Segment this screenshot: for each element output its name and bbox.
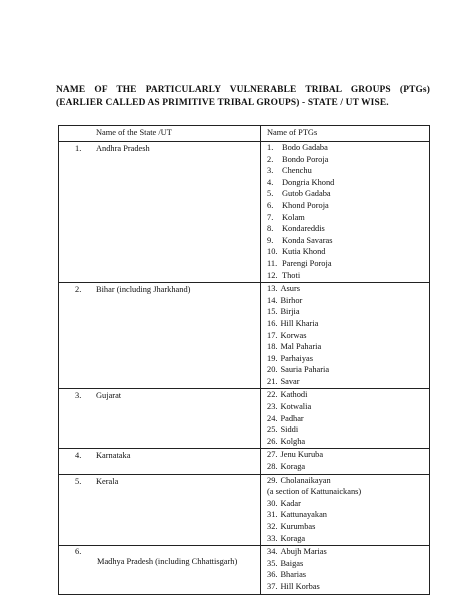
ptg-name: Bharias bbox=[280, 570, 307, 580]
ptg-number: 31. bbox=[267, 510, 278, 520]
ptg-list-item bbox=[267, 461, 429, 473]
table-row bbox=[59, 142, 430, 283]
ptg-list-item bbox=[267, 521, 429, 533]
state-cell bbox=[59, 546, 261, 594]
ptg-list-item bbox=[267, 142, 429, 154]
ptg-name: Savar bbox=[280, 376, 300, 386]
ptg-number: 15. bbox=[267, 307, 278, 317]
ptg-number: 1. bbox=[267, 143, 274, 152]
table-row bbox=[59, 283, 430, 389]
ptg-number: 3. bbox=[267, 166, 274, 176]
ptg-list-cell bbox=[261, 474, 430, 546]
state-name: Karnataka bbox=[96, 451, 131, 461]
ptg-number: 6. bbox=[267, 200, 274, 210]
table-row bbox=[59, 449, 430, 474]
ptg-list-item bbox=[267, 533, 429, 545]
ptg-list-item bbox=[267, 364, 429, 376]
ptg-name: Birhor bbox=[280, 295, 303, 305]
ptg-name: Parengi Poroja bbox=[282, 258, 332, 268]
state-number: 1. bbox=[75, 144, 82, 153]
state-cell bbox=[59, 474, 261, 546]
ptg-name: Kattunayakan bbox=[280, 510, 327, 520]
ptg-name: Konda Savaras bbox=[282, 235, 333, 245]
state-cell bbox=[59, 449, 261, 474]
ptg-name: Kondareddis bbox=[282, 224, 325, 234]
ptg-name: Kadar bbox=[280, 498, 301, 508]
ptg-name: Kathodi bbox=[280, 390, 308, 400]
ptg-list-item bbox=[267, 389, 429, 401]
ptg-number: 21. bbox=[267, 376, 278, 386]
ptg-number: 11. bbox=[267, 258, 278, 268]
ptg-list-item bbox=[267, 246, 429, 258]
ptg-name: Asurs bbox=[280, 284, 301, 294]
ptg-name: Dongria Khond bbox=[282, 177, 335, 187]
ptg-number: 7. bbox=[267, 212, 274, 222]
ptg-list-item bbox=[267, 212, 429, 224]
ptg-number: 28. bbox=[267, 462, 278, 472]
ptg-name: Kotwalia bbox=[280, 402, 312, 412]
ptg-name: Hill Kharia bbox=[280, 318, 319, 328]
ptg-name: Sauria Paharia bbox=[280, 365, 330, 375]
ptg-list-item bbox=[267, 581, 429, 593]
ptg-list-item bbox=[267, 413, 429, 425]
ptg-name: Baigas bbox=[280, 558, 304, 568]
ptg-name: Abujh Marias bbox=[280, 547, 327, 557]
ptg-list-item bbox=[267, 498, 429, 510]
ptg-list-item bbox=[267, 165, 429, 177]
ptg-list-cell bbox=[261, 142, 430, 283]
state-number: 6. bbox=[75, 547, 82, 557]
ptg-list-item bbox=[267, 449, 429, 461]
ptg-number: 24. bbox=[267, 413, 278, 423]
state-cell bbox=[59, 283, 261, 389]
ptg-name: Gutob Gadaba bbox=[282, 189, 331, 199]
ptg-list-item bbox=[267, 330, 429, 342]
state-cell bbox=[59, 389, 261, 449]
ptg-list-cell bbox=[261, 283, 430, 389]
ptg-list-item bbox=[267, 475, 429, 487]
header-ptgs: Name of PTGs bbox=[261, 126, 430, 142]
ptg-name: Bondo Poroja bbox=[282, 154, 329, 164]
ptg-list-item bbox=[267, 270, 429, 282]
ptg-name: Kutia Khond bbox=[282, 247, 326, 257]
ptg-name: Birjia bbox=[280, 307, 300, 317]
ptg-number: 10. bbox=[267, 247, 278, 257]
ptg-number: 32. bbox=[267, 522, 278, 531]
ptg-number: 33. bbox=[267, 533, 278, 543]
ptg-number: 23. bbox=[267, 402, 278, 412]
header-state: Name of the State /UT bbox=[59, 126, 261, 142]
ptg-number: 20. bbox=[267, 365, 278, 375]
ptg-list-item bbox=[267, 177, 429, 189]
ptg-list-item bbox=[267, 436, 429, 448]
ptg-list-item bbox=[267, 558, 429, 570]
state-name: Andhra Pradesh bbox=[96, 144, 150, 153]
ptg-name: Mal Paharia bbox=[280, 342, 322, 352]
heading-line-2: (EARLIER CALLED AS PRIMITIVE TRIBAL GROUPS) - STATE / UT WISE. bbox=[56, 98, 389, 108]
ptg-name: Hill Korbas bbox=[280, 581, 320, 591]
ptg-name: Siddi bbox=[280, 425, 299, 435]
ptg-number: 8. bbox=[267, 224, 274, 234]
ptg-name: Jenu Kuruba bbox=[280, 450, 324, 460]
table-body bbox=[59, 142, 430, 595]
ptg-name: Thoti bbox=[282, 270, 301, 280]
ptg-list-item bbox=[267, 353, 429, 365]
state-number: 2. bbox=[75, 285, 82, 295]
ptg-number: 2. bbox=[267, 154, 274, 164]
ptg-number: 4. bbox=[267, 177, 274, 187]
ptg-number: 16. bbox=[267, 318, 278, 328]
state-name: Gujarat bbox=[96, 391, 122, 401]
state-name: Madhya Pradesh (including Chhattisgarh) bbox=[97, 556, 238, 566]
ptg-list-item bbox=[267, 306, 429, 318]
ptg-number: 5. bbox=[267, 189, 274, 199]
ptg-list-item bbox=[267, 569, 429, 581]
table-header-row bbox=[59, 126, 430, 142]
ptg-name: Koraga bbox=[280, 533, 306, 543]
ptg-list-cell bbox=[261, 389, 430, 449]
ptg-name: Korwas bbox=[280, 330, 307, 340]
ptg-name: Chenchu bbox=[282, 166, 312, 176]
ptg-name: Bodo Gadaba bbox=[282, 143, 328, 152]
ptg-list-item bbox=[267, 509, 429, 521]
ptg-number: 37. bbox=[267, 581, 278, 591]
state-number: 5. bbox=[75, 476, 82, 486]
ptg-name: Kolgha bbox=[280, 436, 306, 446]
ptg-number: 29. bbox=[267, 475, 278, 485]
ptg-number: 35. bbox=[267, 558, 278, 568]
table-row bbox=[59, 546, 430, 594]
ptg-list-item bbox=[267, 223, 429, 235]
ptg-list-item bbox=[267, 424, 429, 436]
ptg-list-item bbox=[267, 235, 429, 247]
heading-line-1: NAME OF THE PARTICULARLY VULNERABLE TRIBAL GROUPS (PTGs) bbox=[56, 85, 430, 95]
ptg-list-item bbox=[267, 376, 429, 388]
state-number: 4. bbox=[75, 451, 82, 461]
ptg-list-item bbox=[267, 401, 429, 413]
ptg-list-cell bbox=[261, 449, 430, 474]
ptg-number: 14. bbox=[267, 295, 278, 305]
ptg-number: 13. bbox=[267, 284, 278, 294]
ptg-name: Koraga bbox=[280, 462, 306, 472]
ptg-name: (a section of Kattunaickans) bbox=[267, 487, 362, 497]
ptg-name: Padhar bbox=[280, 413, 304, 423]
ptg-number: 12. bbox=[267, 270, 278, 280]
ptg-list-item bbox=[267, 318, 429, 330]
state-name: Kerala bbox=[96, 476, 119, 486]
ptg-number: 26. bbox=[267, 436, 278, 446]
ptg-name: Cholanaikayan bbox=[280, 475, 331, 485]
ptg-list-item bbox=[267, 258, 429, 270]
ptg-list-cell bbox=[261, 546, 430, 594]
ptg-name: Khond Poroja bbox=[282, 200, 329, 210]
ptg-number: 17. bbox=[267, 330, 278, 340]
ptg-name: Kurumbas bbox=[280, 522, 316, 531]
ptg-list-item bbox=[267, 188, 429, 200]
ptg-number: 18. bbox=[267, 342, 278, 352]
ptg-number: 25. bbox=[267, 425, 278, 435]
ptg-number: 30. bbox=[267, 498, 278, 508]
ptg-number: 19. bbox=[267, 353, 278, 363]
table-row bbox=[59, 474, 430, 546]
ptg-list-item bbox=[267, 154, 429, 166]
ptg-list-item bbox=[267, 341, 429, 353]
document-heading bbox=[56, 84, 430, 110]
ptg-list-item bbox=[267, 295, 429, 307]
ptg-list-item bbox=[267, 486, 429, 498]
ptg-number: 27. bbox=[267, 450, 278, 460]
state-name: Bihar (including Jharkhand) bbox=[96, 285, 191, 295]
state-number: 3. bbox=[75, 391, 82, 401]
ptg-name: Kolam bbox=[282, 212, 305, 222]
ptg-list-item bbox=[267, 283, 429, 295]
ptg-table bbox=[58, 125, 430, 595]
ptg-list-item bbox=[267, 200, 429, 212]
table-row bbox=[59, 389, 430, 449]
ptg-list-item bbox=[267, 546, 429, 558]
ptg-name: Parhaiyas bbox=[280, 353, 314, 363]
ptg-number: 22. bbox=[267, 390, 278, 400]
ptg-number: 9. bbox=[267, 235, 274, 245]
ptg-number: 36. bbox=[267, 570, 278, 580]
state-cell bbox=[59, 142, 261, 283]
ptg-number: 34. bbox=[267, 547, 278, 557]
